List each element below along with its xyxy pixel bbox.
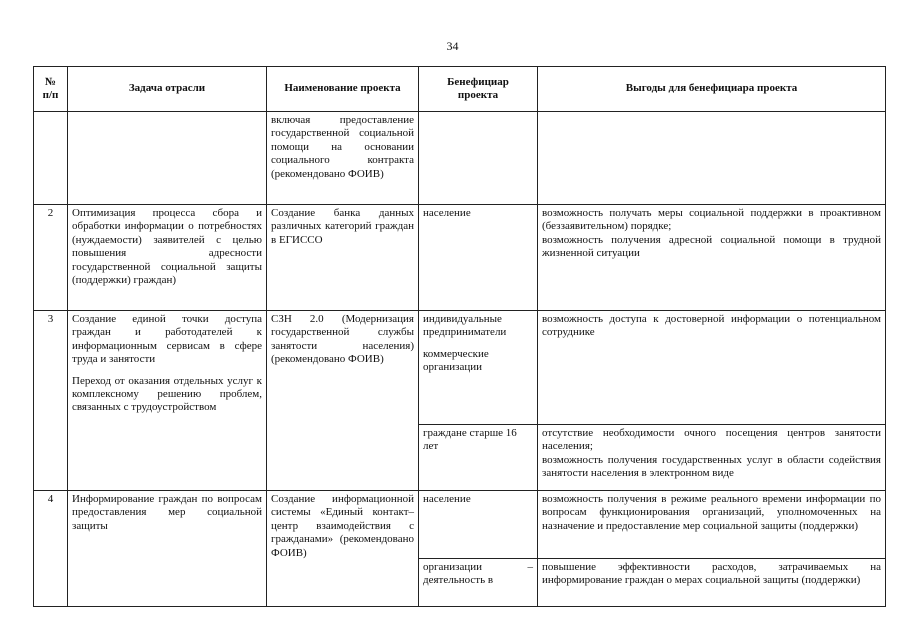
row-task: Информирование граждан по вопросам предоставления мер социальной защиты: [68, 491, 267, 607]
row-beneficiary: граждане старше 16 лет: [419, 425, 538, 491]
row-project: СЗН 2.0 (Модернизация государственной службы занятости населения) (рекомендовано ФОИВ): [267, 311, 419, 491]
task-item: Переход от оказания отдельных услуг к комплексному решению проблем, связанных с трудоустройством: [72, 374, 262, 414]
benefit-item: возможность получать меры социальной поддержки в проактивном (беззаявительном) порядке;: [542, 207, 881, 233]
benefit-item: возможность получения государственных услуг в области содействия занятости населения в электронном виде: [542, 453, 881, 480]
row-benefits: возможность получения в режиме реального времени информации по вопросам функционирования организаций, уполномоченных на назначение и предоставление мер социальной защиты (поддержки): [538, 491, 886, 559]
row-beneficiary: [419, 112, 538, 205]
row-benefits: возможность доступа к достоверной информации о потенциальном сотруднике: [538, 311, 886, 425]
row-benefits: повышение эффективности расходов, затрачиваемых на информирование граждан о мерах социальной защиты (поддержки): [538, 559, 886, 607]
row-beneficiary: население: [419, 205, 538, 311]
row-num: 3: [34, 311, 68, 491]
header-num: № п/п: [34, 67, 68, 112]
row-num: 2: [34, 205, 68, 311]
row-benefits: [538, 205, 886, 311]
header-task: Задача отрасли: [68, 67, 267, 112]
row-num: [34, 112, 68, 205]
task-item: Создание единой точки доступа граждан и работодателей к информационным сервисам в сфере труда и занятости: [72, 313, 262, 366]
header-beneficiary: Бенефициар проекта: [419, 67, 538, 112]
beneficiary-item: индивидуальные предприниматели: [423, 313, 507, 339]
table-row: [34, 205, 886, 311]
row-project: Создание информационной системы «Единый контакт– центр взаимодействия с гражданами» (рекомендовано ФОИВ): [267, 491, 419, 607]
table-row: [34, 311, 886, 425]
row-project: Создание банка данных различных категорий граждан в ЕГИССО: [267, 205, 419, 311]
page-number: 34: [446, 39, 459, 53]
table-header-row: [34, 67, 886, 112]
row-task: [68, 112, 267, 205]
header-project: Наименование проекта: [267, 67, 419, 112]
table-row: [34, 112, 886, 205]
benefit-item: возможность получения адресной социальной помощи в трудной жизненной ситуации: [542, 233, 881, 260]
row-beneficiary: [419, 311, 538, 425]
beneficiary-item: коммерческие организации: [423, 347, 489, 374]
row-task: [68, 311, 267, 491]
row-task: Оптимизация процесса сбора и обработки информации о потребностях (нуждаемости) заявителей с целью повышения адресности государственной социальной защиты (поддержки) граждан): [68, 205, 267, 311]
benefit-item: отсутствие необходимости очного посещения центров занятости населения;: [542, 427, 881, 453]
row-benefits: [538, 425, 886, 491]
row-num: 4: [34, 491, 68, 607]
table-row: [34, 491, 886, 559]
header-benefits: Выгоды для бенефициара проекта: [538, 67, 886, 112]
row-beneficiary: организации – деятельность в: [419, 559, 538, 607]
row-project: включая предоставление государственной социальной помощи на основании социального контракта (рекомендовано ФОИВ): [267, 112, 419, 205]
projects-table: [33, 66, 886, 607]
row-beneficiary: население: [419, 491, 538, 559]
row-benefits: [538, 112, 886, 205]
